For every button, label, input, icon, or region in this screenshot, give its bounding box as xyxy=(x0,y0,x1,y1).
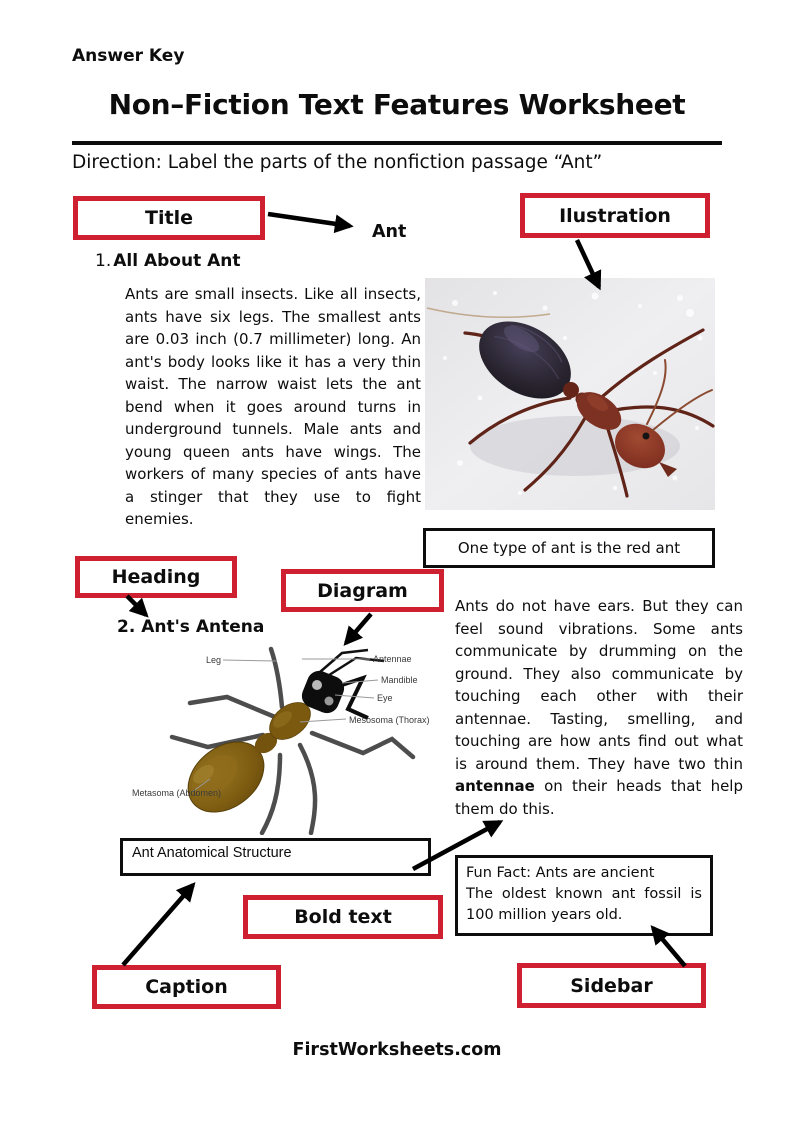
diagram-mandible-shape xyxy=(342,678,368,718)
title-divider xyxy=(72,141,722,145)
diagram-label-leg: Leg xyxy=(205,655,221,665)
heading1-text: All About Ant xyxy=(113,251,241,271)
ant-diagram xyxy=(130,645,450,835)
paragraph2-bold-word: antennae xyxy=(455,777,535,795)
footer-site: FirstWorksheets.com xyxy=(292,1040,502,1060)
label-box-diagram: Diagram xyxy=(281,569,444,612)
direction-text: Direction: Label the parts of the nonfiction passage “Ant” xyxy=(72,152,603,173)
diagram-label-antennae: Antennae xyxy=(373,654,412,664)
diagram-label-mandible: Mandible xyxy=(381,675,418,685)
diagram-label-mesosoma: Mesosoma (Thorax) xyxy=(349,715,430,725)
diagram-label-eye: Eye xyxy=(377,693,393,703)
diagram-caption: Ant Anatomical Structure xyxy=(120,838,431,876)
label-box-caption: Caption xyxy=(92,965,281,1009)
passage-heading-2: 2. Ant's Antena xyxy=(117,617,265,637)
label-box-illustration: Ilustration xyxy=(520,193,710,238)
passage-heading-1 xyxy=(95,251,241,271)
label-box-bold-text: Bold text xyxy=(243,895,443,939)
arrow-diagram-to-diagram xyxy=(346,614,371,643)
answer-key-label: Answer Key xyxy=(72,46,185,66)
arrow-caption-to-diagram-caption xyxy=(123,885,193,965)
passage-paragraph-2 xyxy=(455,595,743,820)
arrow-title-to-ant xyxy=(268,214,350,226)
paragraph2-before: Ants do not have ears. But they can feel sound vibrations. Some ants communicate by drumming on the ground. They also communicate by touching each other with their antennae. Tasting, smelling, and touching are how ants find out what is around them. They have two thin xyxy=(455,597,743,773)
ant-photo xyxy=(425,278,715,510)
diagram-eye-spot-2 xyxy=(325,697,334,706)
worksheet-title: Non–Fiction Text Features Worksheet xyxy=(108,88,686,121)
passage-paragraph-1: Ants are small insects. Like all insects, ants have six legs. The smallest ants are 0.03 inch (0.7 millimeter) long. An ant's body looks like it has a very thin waist. The narrow waist lets the ant bend when it goes around turns in underground tunnels. Male ants and young queen ants have wings. The workers of many species of ants have a stinger that they use to fight enemies. xyxy=(125,285,421,528)
photo-caption: One type of ant is the red ant xyxy=(423,528,715,568)
diagram-label-metasoma: Metasoma (Abdomen) xyxy=(132,788,222,798)
label-box-title: Title xyxy=(73,196,265,240)
sidebar-fun-fact xyxy=(455,855,713,936)
passage-title: Ant xyxy=(372,222,407,242)
paragraph2-after: on their heads that help them do this. xyxy=(455,777,743,818)
arrow-heading-to-heading2 xyxy=(127,596,146,615)
fun-fact-line-2: The oldest known ant fossil is 100 million years old. xyxy=(466,886,702,923)
label-box-heading: Heading xyxy=(75,556,237,598)
diagram-eye-spot-1 xyxy=(312,680,322,690)
label-box-sidebar: Sidebar xyxy=(517,963,706,1008)
ant-eye xyxy=(643,433,650,440)
heading1-number: 1. xyxy=(95,251,112,271)
fun-fact-line-1: Fun Fact: Ants are ancient xyxy=(466,865,655,881)
